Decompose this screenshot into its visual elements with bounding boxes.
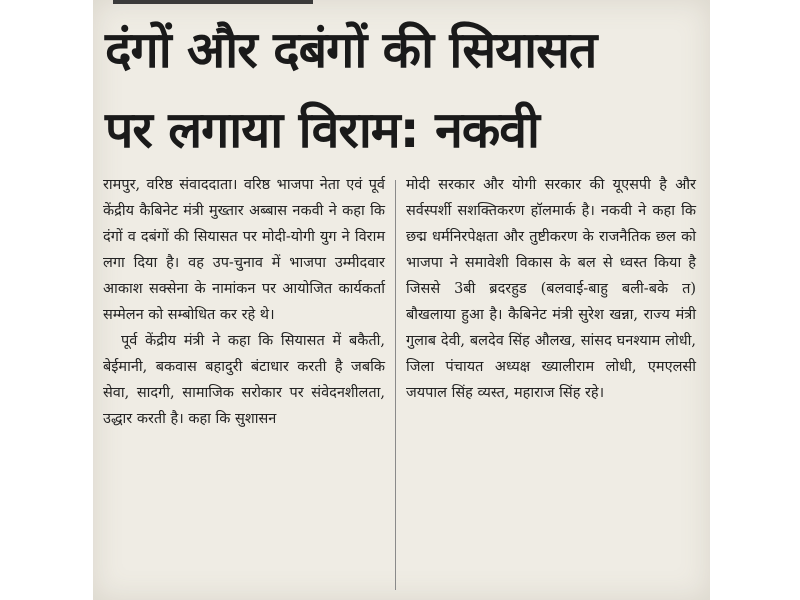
dateline-paragraph: रामपुर, वरिष्ठ संवाददाता। वरिष्ठ भाजपा नेता एवं पूर्व केंद्रीय कैबिनेट मंत्री मुख्तार अब्बास नकवी ने कहा कि दंगों व दबंगों की सियासत पर मोदी-योगी युग ने विराम लगा दिया है। वह उप-चुनाव में भाजपा उम्मीदवार आकाश सक्सेना के नामांकन पर आयोजित कार्यकर्ता सम्मेलन को सम्बोधित कर रहे थे।: [103, 177, 385, 323]
article-column-left: [103, 172, 385, 432]
column-divider: [395, 180, 396, 590]
article-column-right: [406, 172, 696, 406]
body-paragraph: मोदी सरकार और योगी सरकार की यूएसपी है और सर्वस्पर्शी सशक्तिकरण हॉलमार्क है। नकवी ने कहा कि छद्म धर्मनिरपेक्षता और तुष्टीकरण के राजनैतिक छल को भाजपा ने समावेशी विकास के बल से ध्वस्त किया है जिससे 3बी ब्रदरहुड (बलवाई-बाहु बली-बके त) बौखलाया हुआ है। कैबिनेट मंत्री सुरेश खन्ना, राज्य मंत्री गुलाब देवी, बलदेव सिंह औलख, सांसद घनश्याम लोधी, जिला पंचायत अध्यक्ष ख्यालीराम लोधी, एमएलसी जयपाल सिंह व्यस्त, महाराज सिंह रहे।: [406, 177, 696, 401]
headline-line-2: पर लगाया विराम: नकवी: [105, 101, 539, 159]
headline-line-1: दंगों और दबंगों की सियासत: [105, 21, 597, 79]
newspaper-clipping: [93, 0, 710, 600]
top-rule: [113, 0, 313, 4]
body-paragraph: पूर्व केंद्रीय मंत्री ने कहा कि सियासत में बकैती, बेईमानी, बकवास बहादुरी बंटाधार करती है जबकि सेवा, सादगी, सामाजिक सरोकार पर संवेदनशीलता, उद्धार करती है। कहा कि सुशासन: [103, 333, 385, 427]
headline: [105, 10, 700, 170]
